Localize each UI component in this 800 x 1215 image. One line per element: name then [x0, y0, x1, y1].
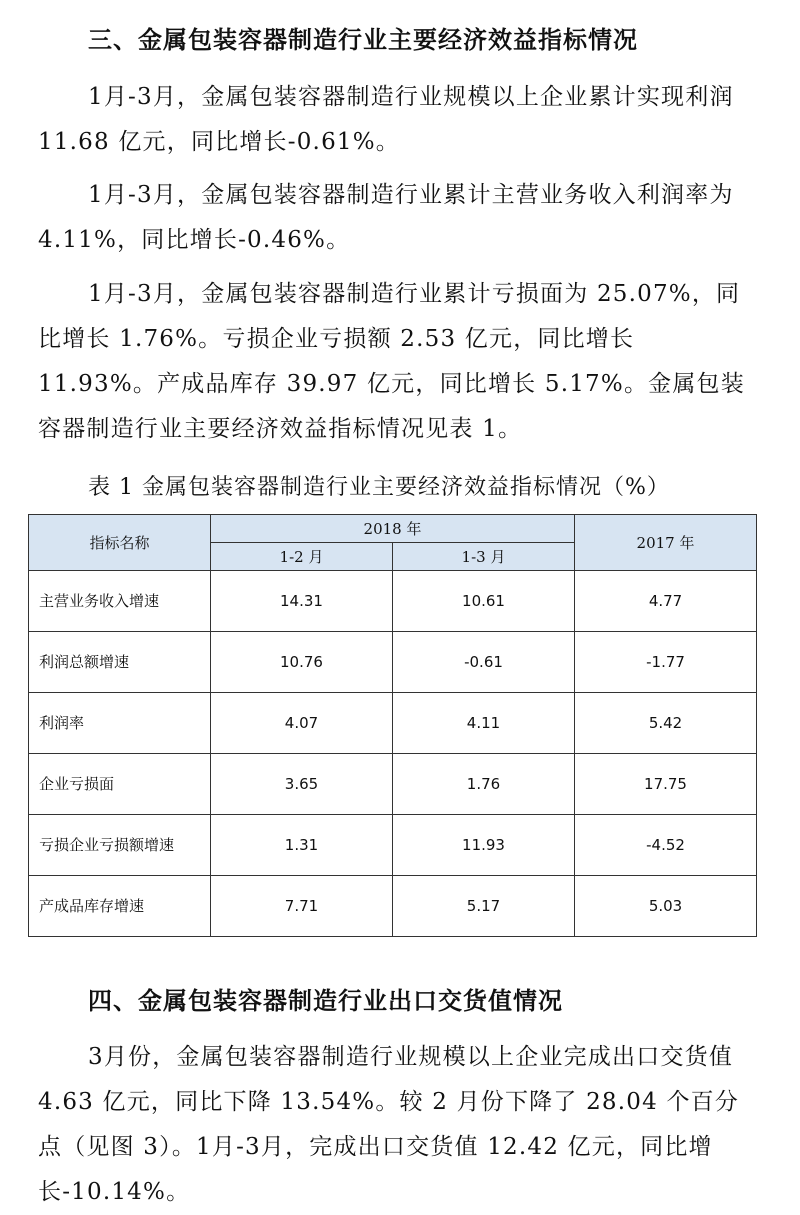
row-name: 利润总额增速 [29, 632, 211, 693]
row-value-jan-mar: 4.11 [393, 693, 575, 754]
table-row [29, 632, 757, 693]
row-value-jan-feb: 10.76 [211, 632, 393, 693]
row-value-jan-feb: 4.07 [211, 693, 393, 754]
section-4-heading: 四、金属包装容器制造行业出口交货值情况 [88, 987, 563, 1015]
row-name: 亏损企业亏损额增速 [29, 815, 211, 876]
section-3-paragraph-3: 1月-3月，金属包装容器制造行业累计亏损面为 25.07%，同比增长 1.76%。亏损企业亏损额 2.53 亿元，同比增长 11.93%。产成品库存 39.97 亿元，同比增长 5.17%。金属包装容器制造行业主要经济效益指标情况见表 1。 [38, 281, 745, 442]
row-value-jan-feb: 3.65 [211, 754, 393, 815]
row-name: 产成品库存增速 [29, 876, 211, 937]
header-jan-mar: 1-3 月 [393, 543, 575, 571]
row-value-2017: -4.52 [575, 815, 757, 876]
row-value-jan-mar: -0.61 [393, 632, 575, 693]
header-indicator-name: 指标名称 [29, 515, 211, 571]
row-value-2017: 5.42 [575, 693, 757, 754]
row-value-jan-mar: 10.61 [393, 571, 575, 632]
indicator-table [28, 514, 757, 937]
row-name: 主营业务收入增速 [29, 571, 211, 632]
section-3-heading: 三、金属包装容器制造行业主要经济效益指标情况 [88, 26, 638, 54]
row-name: 企业亏损面 [29, 754, 211, 815]
row-value-jan-mar: 1.76 [393, 754, 575, 815]
section-4-paragraph-1: 3月份，金属包装容器制造行业规模以上企业完成出口交货值 4.63 亿元，同比下降 13.54%。较 2 月份下降了 28.04 个百分点（见图 3）。1月-3月，完成出口交货值 12.42 亿元，同比增长-10.14%。 [38, 1044, 740, 1205]
row-name: 利润率 [29, 693, 211, 754]
table-row [29, 571, 757, 632]
row-value-2017: 4.77 [575, 571, 757, 632]
table-row [29, 815, 757, 876]
row-value-jan-feb: 14.31 [211, 571, 393, 632]
section-3-paragraph-2: 1月-3月，金属包装容器制造行业累计主营业务收入利润率为 4.11%，同比增长-0.46%。 [38, 182, 734, 253]
header-2017: 2017 年 [575, 515, 757, 571]
header-2018: 2018 年 [211, 515, 575, 543]
row-value-jan-mar: 11.93 [393, 815, 575, 876]
row-value-jan-feb: 7.71 [211, 876, 393, 937]
row-value-jan-mar: 5.17 [393, 876, 575, 937]
row-value-2017: -1.77 [575, 632, 757, 693]
table-caption: 表 1 金属包装容器制造行业主要经济效益指标情况（%） [88, 475, 670, 500]
section-3-paragraph-1: 1月-3月，金属包装容器制造行业规模以上企业累计实现利润 11.68 亿元，同比增长-0.61%。 [38, 84, 734, 155]
table-row [29, 754, 757, 815]
row-value-jan-feb: 1.31 [211, 815, 393, 876]
row-value-2017: 17.75 [575, 754, 757, 815]
header-jan-feb: 1-2 月 [211, 543, 393, 571]
table-row [29, 693, 757, 754]
table-row [29, 876, 757, 937]
row-value-2017: 5.03 [575, 876, 757, 937]
